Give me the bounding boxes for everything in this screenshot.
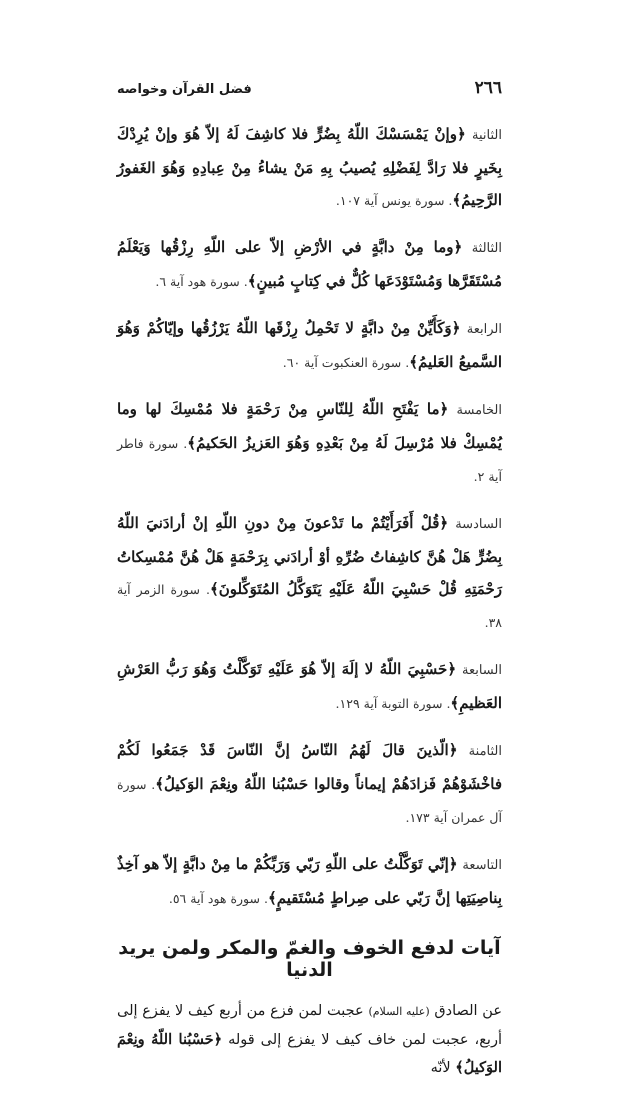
entry-label: السادسة <box>455 517 502 532</box>
ayah-text: ﴿وَكَأَيِّنْ مِنْ دابَّةٍ لا تَحْمِلُ رِزْقَها اللّهُ يَرْزُقُها وإيّاكُمْ وَهُوَ السَّميعُ العَليمُ﴾ <box>117 319 502 371</box>
surah-reference: . سورة فاطر آية ٢. <box>117 436 502 484</box>
entry-7 <box>117 653 502 720</box>
running-title: فضل القرآن وخواصه <box>117 82 252 97</box>
ayah-text: ﴿الّذينَ قالَ لَهُمُ النّاسُ إنَّ النّاسَ قَدْ جَمَعُوا لَكُمْ فاخْشَوْهُمْ فَزادَهُمْ إيماناً وقالوا حَسْبُنا اللّهُ ونِعْمَ الوَكيلُ﴾ <box>117 741 502 793</box>
entry-6 <box>117 507 502 639</box>
ayah-text: ﴿إنّي تَوَكَّلْتُ على اللّهِ رَبّي وَرَبِّكُمْ ما مِنْ دابَّةٍ إلاّ هو آخِذٌ بِناصِيَتِها إنَّ رَبّي على صِراطٍ مُسْتَقيمٍ﴾ <box>117 855 502 907</box>
entry-label: الرابعة <box>466 322 502 337</box>
surah-reference: . سورة هود آية ٦. <box>155 274 248 289</box>
entry-label: الثانية <box>472 128 502 143</box>
surah-reference: . سورة آل عمران آية ١٧٣. <box>117 777 502 825</box>
entry-4 <box>117 312 502 379</box>
entry-9 <box>117 848 502 915</box>
ayah-text: ﴿ما يَفْتَحِ اللّهُ لِلنّاسِ مِنْ رَحْمَةٍ فلا مُمْسِكَ لها وما يُمْسِكْ فلا مُرْسِلَ لَهُ مِنْ بَعْدِهِ وَهُوَ العَزيزُ الحَكيمُ﴾ <box>117 400 502 452</box>
body-text-part1: عن الصادق <box>434 1003 502 1019</box>
section-title: آيات لدفع الخوف والغمّ والمكر ولمن يريد الدنيا <box>118 937 501 981</box>
entry-8 <box>117 734 502 834</box>
entry-label: الثامنة <box>468 744 502 759</box>
surah-reference: . سورة الزمر آية ٣٨. <box>117 582 502 630</box>
entry-5 <box>117 393 502 493</box>
surah-reference: . سورة العنكبوت آية ٦٠. <box>282 355 410 370</box>
entry-2 <box>117 118 502 217</box>
section-body <box>117 997 502 1082</box>
surah-reference: . سورة هود آية ٥٦. <box>168 891 268 906</box>
page-content <box>117 118 502 1097</box>
body-ayah: ﴿حَسْبُنا اللّهُ ونِعْمَ الوَكيلُ﴾ <box>117 1031 502 1076</box>
surah-reference: . سورة يونس آية ١٠٧. <box>335 193 453 208</box>
ayah-text: ﴿وإنْ يَمْسَسْكَ اللّهُ بِضُرٍّ فلا كاشِفَ لَهُ إلاّ هُوَ وإنْ يُرِدْكَ بِخَيرٍ فلا رَادَّ لِفَضْلِهِ يُصيبُ بِهِ مَنْ يشاءُ مِنْ عِبادِهِ وَهُوَ الغَفورُ الرَّحِيمُ﴾ <box>117 125 502 209</box>
body-text-part2: عجبت لمن فزع من أربع كيف لا يفزع إلى أربع، عجبت لمن خاف كيف لا يفزع إلى قوله <box>117 1003 502 1048</box>
ayah-text: ﴿حَسْبِيَ اللّهُ لا إلَهَ إلاّ هُوَ عَلَيْهِ تَوَكَّلْتُ وَهُوَ رَبُّ العَرْشِ العَظيمِ﴾ <box>117 660 502 712</box>
entry-3 <box>117 231 502 298</box>
entry-label: التاسعة <box>462 858 502 873</box>
body-text-part3: لأنّه <box>430 1060 451 1076</box>
surah-reference: . سورة التوبة آية ١٢٩. <box>335 696 451 711</box>
entry-label: الخامسة <box>456 403 502 418</box>
honorific-mark: (عليه السلام) <box>368 1005 430 1018</box>
ayah-text: ﴿وما مِنْ دابَّةٍ في الأرْضِ إلاّ على اللّهِ رِزْقُها وَيَعْلَمُ مُسْتَقَرَّها وَمُسْتَوْدَعَها كُلٌّ في كِتابٍ مُبينٍ﴾ <box>117 238 502 290</box>
ayah-text: ﴿قُلْ أَفَرَأَيْتُمْ ما تَدْعونَ مِنْ دونِ اللّهِ إنْ أرادَنيَ اللّهُ بِضُرٍّ هَلْ هُنَّ كاشِفاتُ ضُرِّهِ أوْ أرادَني بِرَحْمَةٍ هَلْ هُنَّ مُمْسِكاتُ رَحْمَتِهِ قُلْ حَسْبِيَ اللّهُ عَلَيْهِ يَتَوَكَّلُ المُتَوَكِّلونَ﴾ <box>117 514 502 598</box>
entry-label: الثالثة <box>471 241 502 256</box>
page-header <box>117 78 502 106</box>
entry-label: السابعة <box>461 663 502 678</box>
page-number: ٢٦٦ <box>474 78 502 98</box>
